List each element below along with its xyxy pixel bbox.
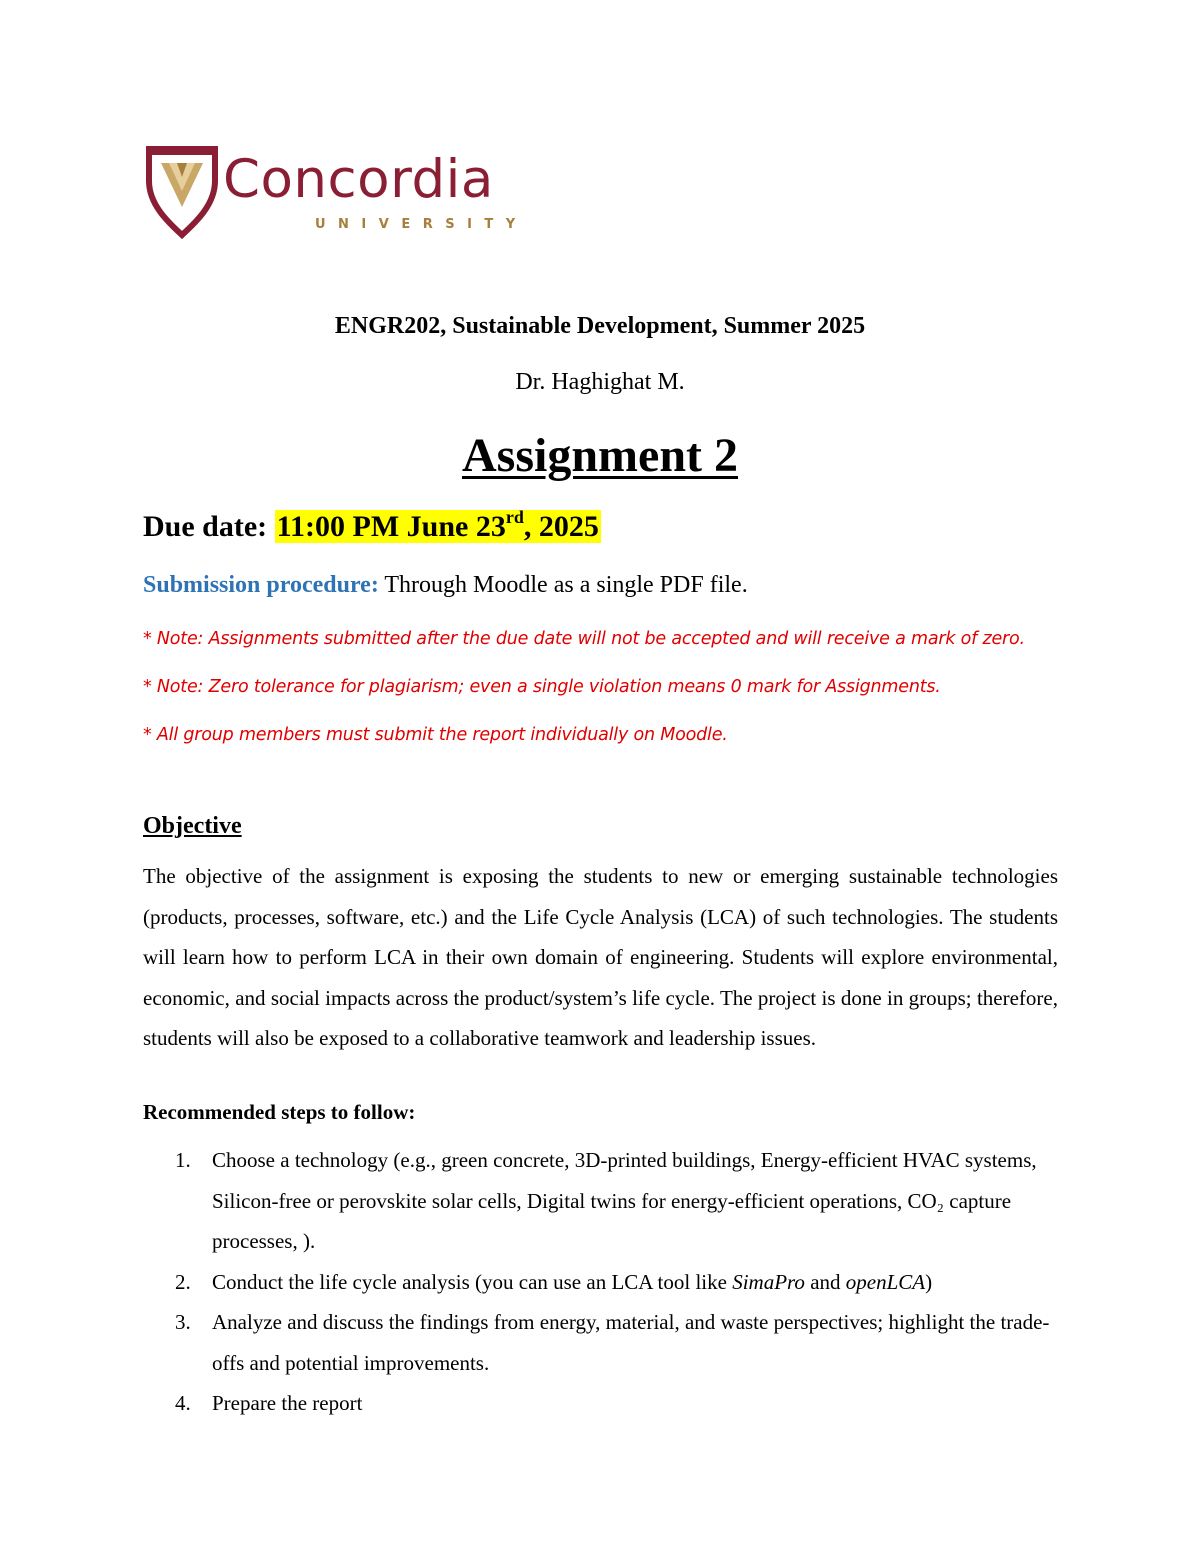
tool-name-openlca: openLCA	[845, 1269, 926, 1294]
list-item	[143, 1302, 1058, 1383]
note-late-submission: * Note: Assignments submitted after the due date will not be accepted and will receive a mark of zero.	[143, 629, 1025, 649]
list-text: and	[804, 1269, 846, 1294]
due-date-label: Due date:	[143, 510, 268, 543]
submission-label: Submission procedure:	[143, 572, 379, 598]
list-text: Analyze and discuss the findings from energy, material, and waste perspectives; highlight the trade-offs and potential improvements.	[212, 1310, 1050, 1375]
submission-text: Through Moodle as a single PDF file.	[378, 572, 748, 598]
concordia-shield-icon	[143, 143, 223, 243]
list-number: 3.	[175, 1310, 191, 1334]
tool-name-simapro: SimaPro	[732, 1269, 805, 1294]
list-item	[143, 1140, 1058, 1262]
list-item	[143, 1383, 1058, 1424]
logo-wordmark: Concordia	[223, 149, 494, 210]
instructor-name: Dr. Haghighat M.	[515, 369, 685, 395]
list-item	[143, 1262, 1058, 1303]
due-date-value	[275, 507, 601, 543]
logo-subtitle: UNIVERSITY	[315, 217, 528, 232]
submission-procedure	[143, 572, 748, 599]
steps-list	[143, 1140, 1058, 1424]
assignment-title: Assignment 2	[461, 429, 739, 482]
list-number: 1.	[175, 1148, 191, 1172]
objective-heading: Objective	[143, 813, 242, 839]
objective-paragraph: The objective of the assignment is exposing the students to new or emerging sustainable technologies (products, processes, software, etc.) and the Life Cycle Analysis (LCA) of such technologies. The students will learn how to perform LCA in their own domain of engineering. Students will explore environmental, economic, and social impacts across the product/system’s life cycle. The project is done in groups; therefore, students will also be exposed to a collaborative teamwork and leadership issues.	[143, 864, 1058, 1050]
list-text: Conduct the life cycle analysis (you can use an LCA tool like	[212, 1269, 733, 1294]
list-number: 4.	[175, 1391, 191, 1415]
steps-heading: Recommended steps to follow:	[143, 1100, 416, 1124]
list-number: 2.	[175, 1269, 191, 1294]
list-text: Prepare the report	[212, 1391, 363, 1415]
due-date-ordinal: rd	[505, 507, 524, 527]
due-date-year: , 2025	[523, 510, 599, 543]
due-date-line	[143, 507, 601, 544]
note-group-submission: * All group members must submit the report individually on Moodle.	[143, 725, 728, 745]
due-date-time: 11:00 PM June 23	[276, 510, 506, 543]
note-plagiarism: * Note: Zero tolerance for plagiarism; even a single violation means 0 mark for Assignments.	[143, 677, 941, 697]
course-title: ENGR202, Sustainable Development, Summer 2025	[334, 313, 866, 339]
list-text: Choose a technology (e.g., green concrete, 3D-printed buildings, Energy-efficient HVAC systems, Silicon-free or perovskite solar cells, Digital twins for energy-efficient operations, CO₂ capture processes, ).	[212, 1148, 1037, 1253]
concordia-logo	[143, 143, 528, 243]
list-text: )	[925, 1269, 933, 1294]
